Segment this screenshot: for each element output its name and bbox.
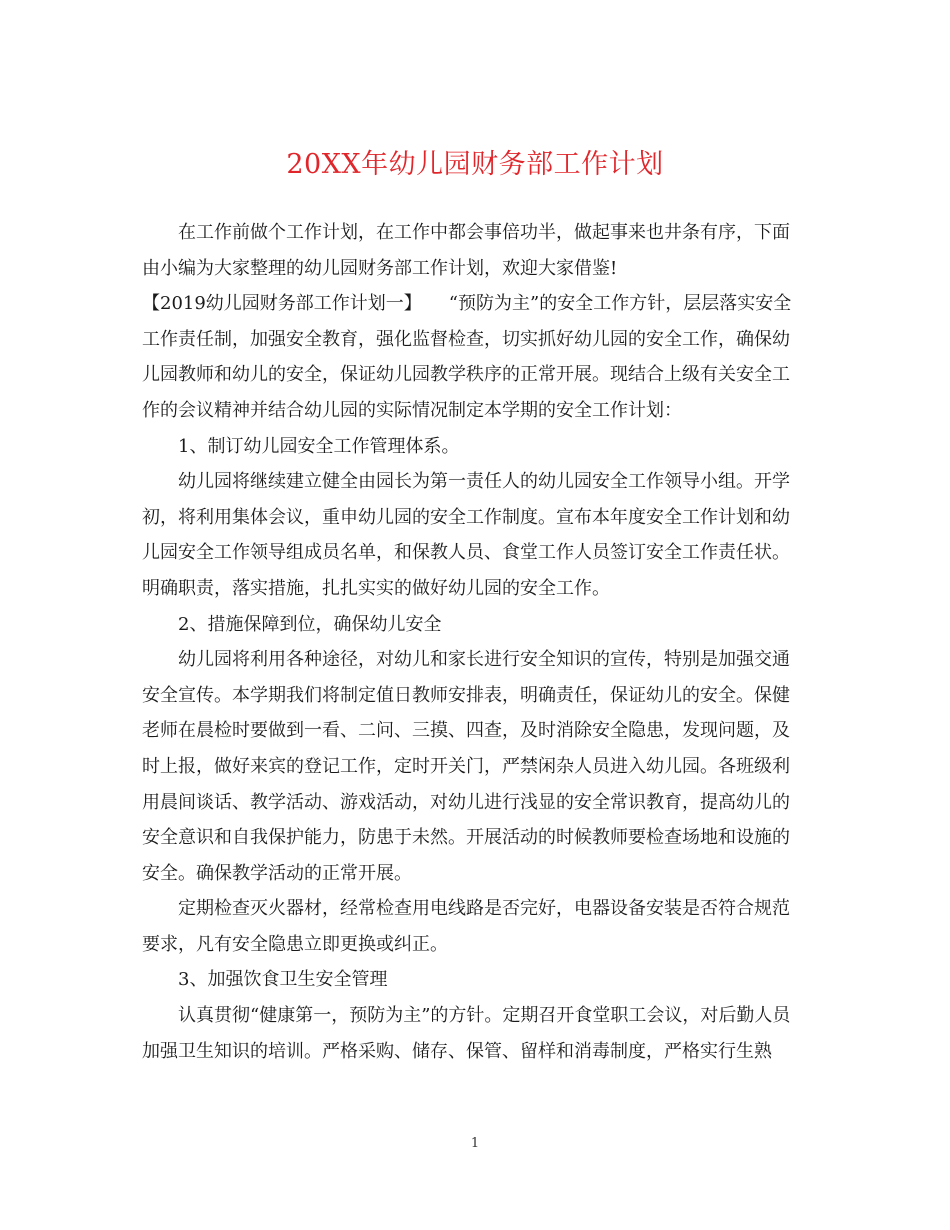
- page-number: 1: [470, 1136, 480, 1151]
- document-body: [142, 215, 807, 1069]
- document-title: 20XX年幼儿园财务部工作计划: [286, 149, 664, 180]
- paragraph-section-2: 幼儿园将利用各种途径，对幼儿和家长进行安全知识的宣传，特别是加强交通安全宣传。本学期我们将制定值日教师安排表，明确责任，保证幼儿的安全。保健老师在晨检时要做到一看、二问、三摸、四查，及时消除安全隐患，发现问题，及时上报，做好来宾的登记工作，定时开关门，严禁闲杂人员进入幼儿园。各班级利用晨间谈话、教学活动、游戏活动，对幼儿进行浅显的安全常识教育，提高幼儿的安全意识和自我保护能力，防患于未然。开展活动的时候教师要检查场地和设施的安全。确保教学活动的正常开展。: [142, 649, 790, 884]
- section-heading-3: 3、加强饮食卫生安全管理: [178, 969, 388, 991]
- paragraph-section-1: 幼儿园将继续建立健全由园长为第一责任人的幼儿园安全工作领导小组。开学初，将利用集体会议，重申幼儿园的安全工作制度。宣布本年度安全工作计划和幼儿园安全工作领导组成员名单，和保教人员、食堂工作人员签订安全工作责任状。明确职责，落实措施，扎扎实实的做好幼儿园的安全工作。: [142, 471, 790, 599]
- paragraph-section-3: 认真贯彻“健康第一，预防为主”的方针。定期召开食堂职工会议，对后勤人员加强卫生知识的培训。严格采购、储存、保管、留样和消毒制度，严格实行生熟: [142, 1005, 791, 1062]
- paragraph-fire-safety: 定期检查灭火器材，经常检查用电线路是否完好，电器设备安装是否符合规范要求，凡有安全隐患立即更换或纠正。: [142, 898, 790, 955]
- section-heading-1: 1、制订幼儿园安全工作管理体系。: [178, 435, 460, 457]
- paragraph-plan-one: 【2019幼儿园财务部工作计划一】 “预防为主”的安全工作方针，层层落实安全工作责任制，加强安全教育，强化监督检查，切实抓好幼儿园的安全工作，确保幼儿园教师和幼儿的安全，保证幼儿园教学秩序的正常开展。现结合上级有关安全工作的会议精神并结合幼儿园的实际情况制定本学期的安全工作计划：: [142, 293, 792, 421]
- section-heading-2: 2、措施保障到位，确保幼儿安全: [178, 613, 442, 635]
- paragraph-intro: 在工作前做个工作计划，在工作中都会事倍功半，做起事来也井条有序，下面由小编为大家整理的幼儿园财务部工作计划，欢迎大家借鉴!: [142, 222, 790, 279]
